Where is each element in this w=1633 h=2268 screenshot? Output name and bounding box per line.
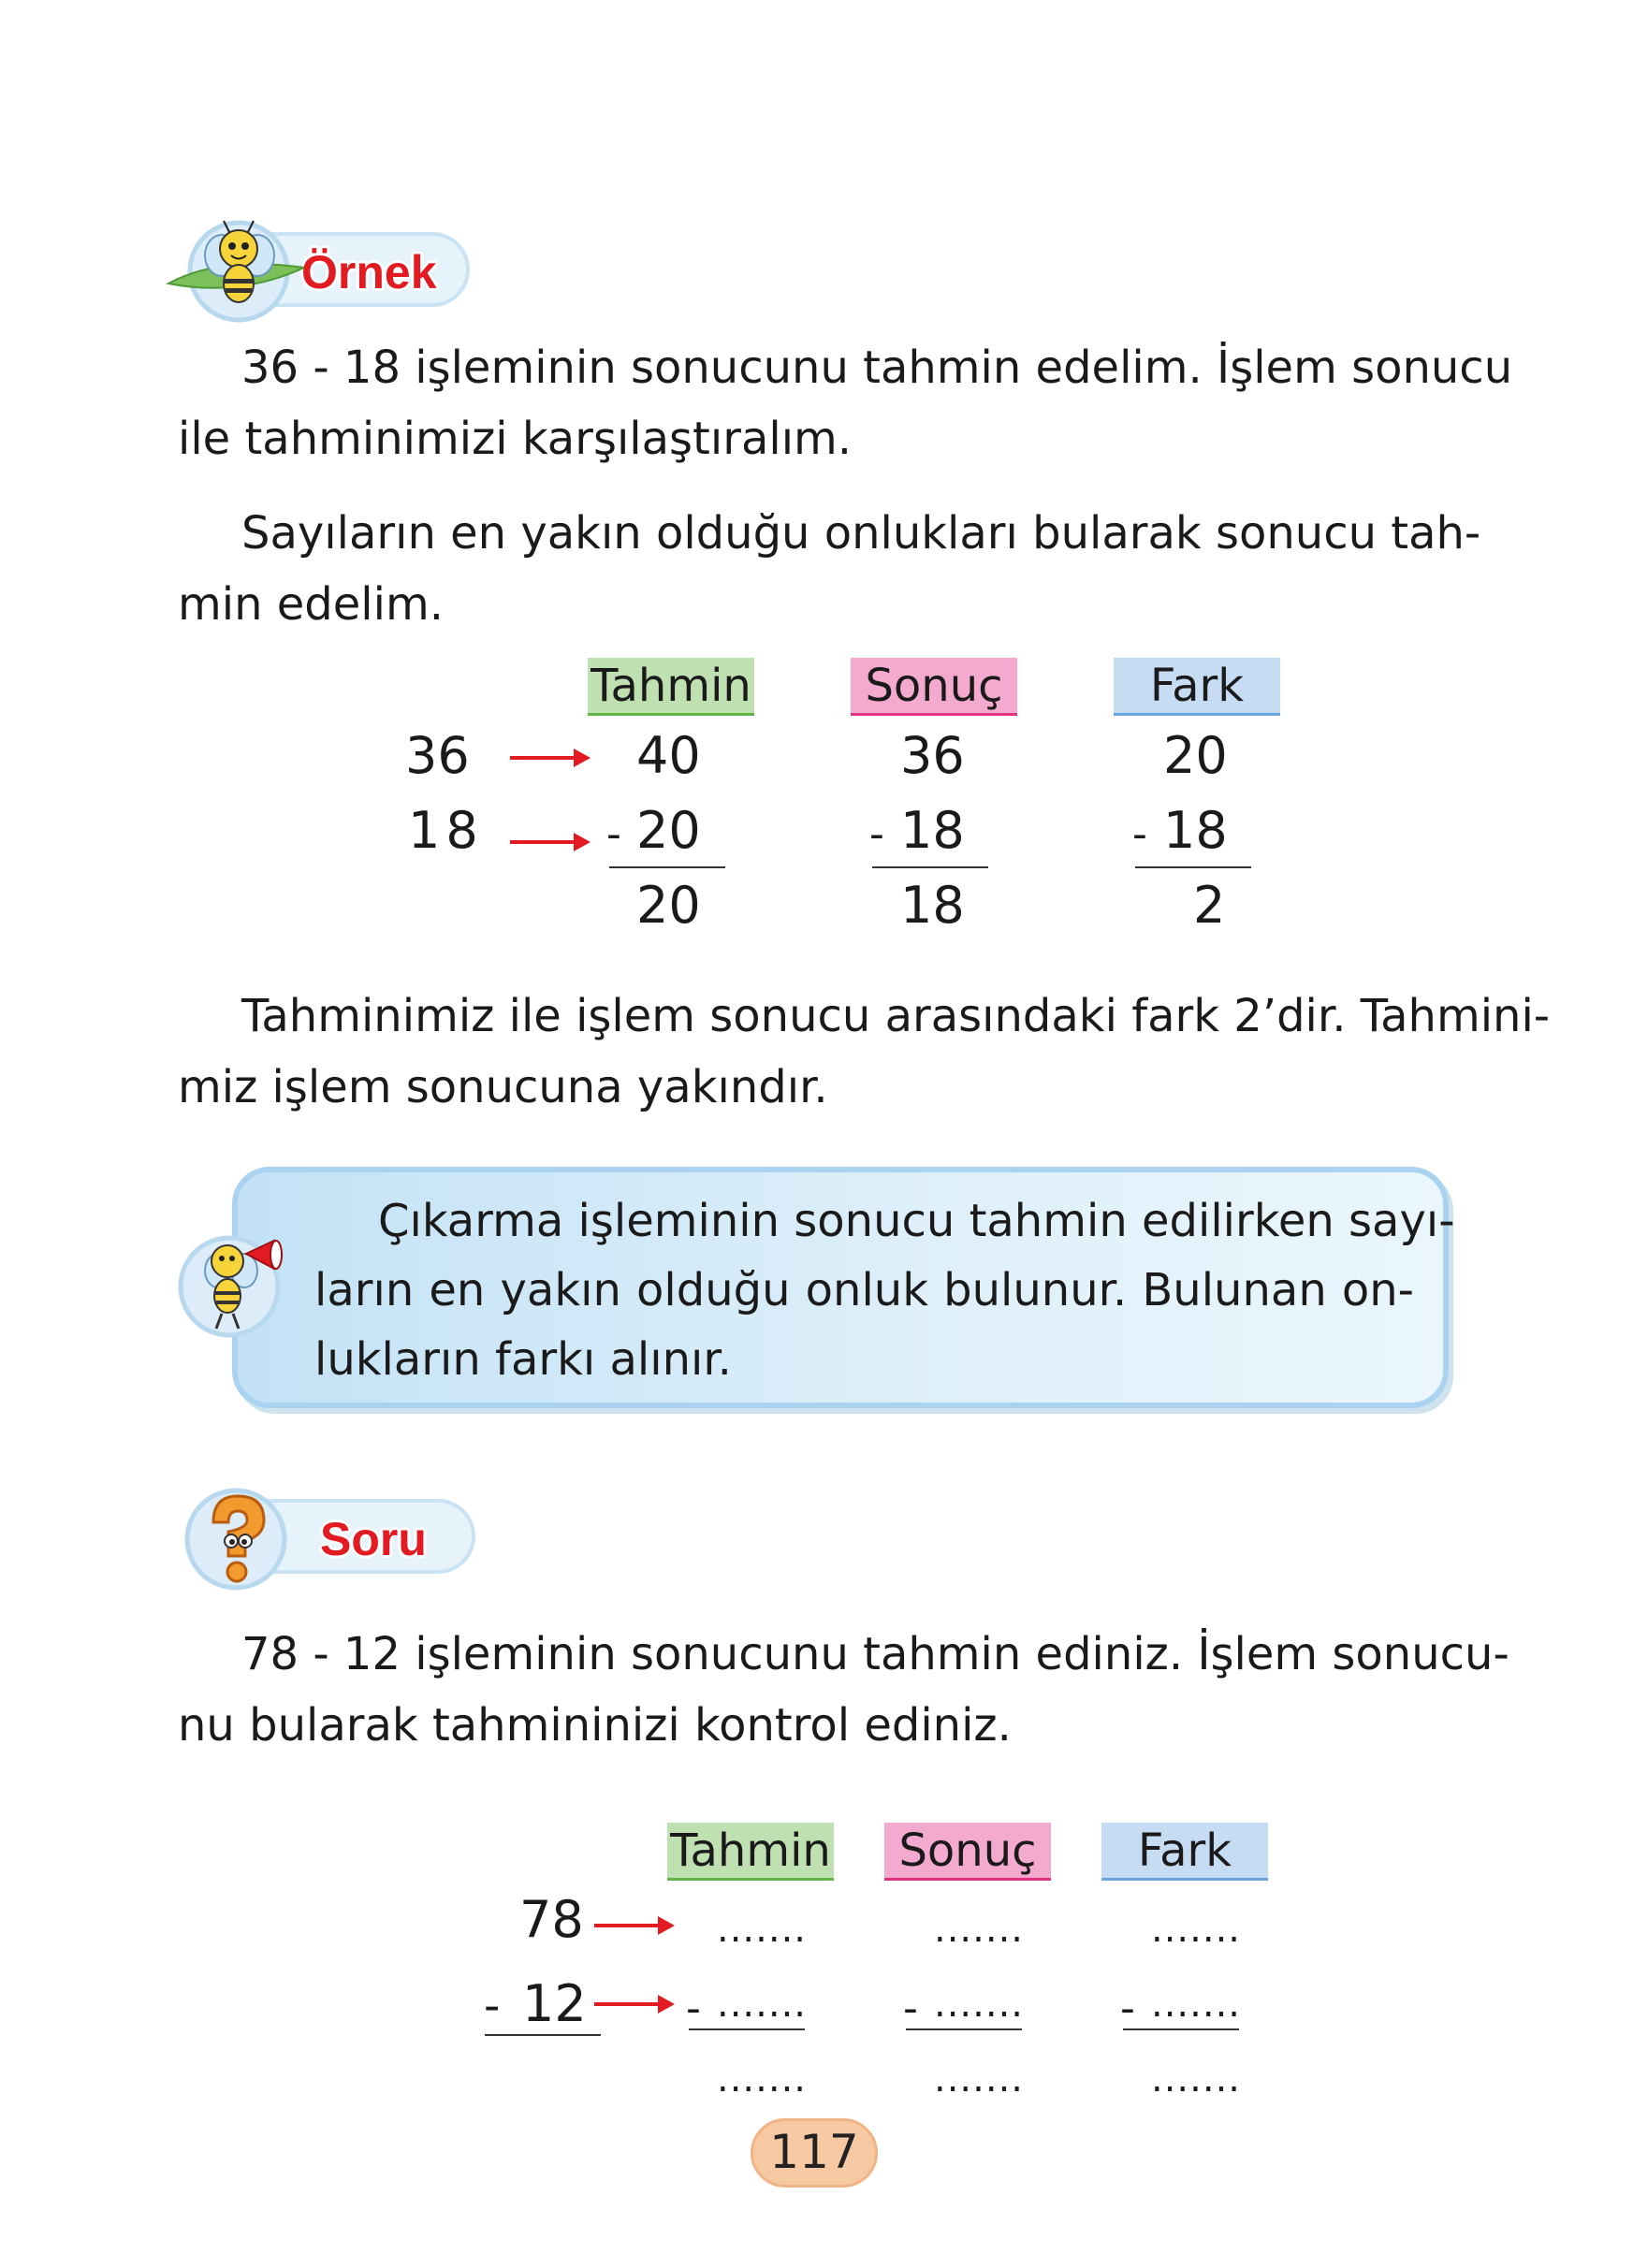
arrow-icon bbox=[594, 2002, 671, 2006]
tahmin-minus: - bbox=[686, 1985, 701, 2032]
example-paragraph-1 bbox=[178, 332, 1513, 474]
arrow-icon bbox=[594, 1924, 671, 1927]
blank-fark-b[interactable]: ....... bbox=[1151, 1983, 1242, 2026]
text-line: min edelim. bbox=[178, 578, 444, 631]
fark-rule bbox=[1135, 866, 1251, 868]
blank-tahmin-result[interactable]: ....... bbox=[717, 2057, 808, 2101]
text-line: Çıkarma işleminin sonucu tahmin edilirken sayı- bbox=[378, 1195, 1455, 1247]
text-line: Tahminimiz ile işlem sonucu arasındaki fark 2’dir. Tahmini- bbox=[241, 990, 1551, 1042]
question-operand-minus: - bbox=[484, 1980, 501, 2032]
blank-sonuc-b[interactable]: ....... bbox=[934, 1983, 1025, 2026]
sonuc-minus: - bbox=[869, 810, 884, 858]
fark-result: 2 bbox=[1193, 876, 1226, 935]
tahmin-a: 40 bbox=[636, 726, 701, 785]
header-fark: Fark bbox=[1114, 658, 1280, 716]
sonuc-rule bbox=[872, 866, 988, 868]
header-tahmin: Tahmin bbox=[667, 1823, 834, 1881]
sonuc-minus: - bbox=[903, 1985, 918, 2032]
text-line: Sayıların en yakın olduğu onlukları bularak sonucu tah- bbox=[241, 507, 1481, 560]
sonuc-a: 36 bbox=[900, 726, 965, 785]
blank-sonuc-result[interactable]: ....... bbox=[934, 2057, 1025, 2101]
sonuc-result: 18 bbox=[900, 876, 965, 935]
arrow-icon bbox=[510, 756, 587, 760]
tahmin-minus: - bbox=[606, 810, 621, 858]
question-operand-rule bbox=[485, 2034, 601, 2036]
bee-megaphone-icon bbox=[173, 1216, 304, 1347]
blank-tahmin-b[interactable]: ....... bbox=[717, 1983, 808, 2026]
text-line: lukların farkı alınır. bbox=[314, 1333, 732, 1386]
tahmin-b: 20 bbox=[636, 801, 701, 860]
header-sonuc: Sonuç bbox=[884, 1823, 1051, 1881]
text-line: 36 - 18 işleminin sonucunu tahmin edelim. İşlem sonucu bbox=[241, 342, 1513, 394]
sonuc-rule bbox=[906, 2028, 1022, 2030]
bee-mascot-icon bbox=[164, 213, 304, 326]
blank-sonuc-a[interactable]: ....... bbox=[934, 1908, 1025, 1951]
operand-b: 18 bbox=[408, 801, 484, 860]
question-paragraph bbox=[178, 1619, 1509, 1761]
page-number: 117 bbox=[751, 2118, 878, 2188]
text-line: ile tahminimizi karşılaştıralım. bbox=[178, 413, 853, 465]
sonuc-b: 18 bbox=[900, 801, 965, 860]
question-operand-a: 78 bbox=[519, 1890, 584, 1949]
tahmin-rule bbox=[689, 2028, 805, 2030]
text-line: 78 - 12 işleminin sonucunu tahmin ediniz. İşlem sonucu- bbox=[241, 1628, 1509, 1680]
text-line: nu bularak tahmininizi kontrol ediniz. bbox=[178, 1699, 1012, 1752]
info-text bbox=[314, 1186, 1455, 1394]
operand-a: 36 bbox=[405, 726, 470, 785]
fark-rule bbox=[1123, 2028, 1239, 2030]
question-mark-mascot-icon bbox=[180, 1483, 292, 1595]
example-paragraph-3 bbox=[178, 981, 1551, 1123]
tahmin-result: 20 bbox=[636, 876, 701, 935]
example-paragraph-2 bbox=[178, 498, 1481, 640]
example-badge-label: Örnek bbox=[301, 246, 437, 298]
tahmin-rule bbox=[609, 866, 725, 868]
fark-minus: - bbox=[1120, 1985, 1135, 2032]
text-line: ların en yakın olduğu onluk bulunur. Bulunan on- bbox=[314, 1264, 1414, 1316]
header-fark: Fark bbox=[1101, 1823, 1268, 1881]
header-tahmin: Tahmin bbox=[588, 658, 754, 716]
fark-minus: - bbox=[1132, 810, 1147, 858]
header-sonuc: Sonuç bbox=[851, 658, 1017, 716]
fark-b: 18 bbox=[1163, 801, 1228, 860]
question-operand-b: 12 bbox=[522, 1974, 587, 2033]
blank-fark-a[interactable]: ....... bbox=[1151, 1908, 1242, 1951]
text-line: miz işlem sonucuna yakındır. bbox=[178, 1061, 828, 1113]
question-badge-label: Soru bbox=[320, 1513, 427, 1565]
blank-fark-result[interactable]: ....... bbox=[1151, 2057, 1242, 2101]
arrow-icon bbox=[510, 840, 587, 844]
fark-a: 20 bbox=[1163, 726, 1228, 785]
blank-tahmin-a[interactable]: ....... bbox=[717, 1908, 808, 1951]
